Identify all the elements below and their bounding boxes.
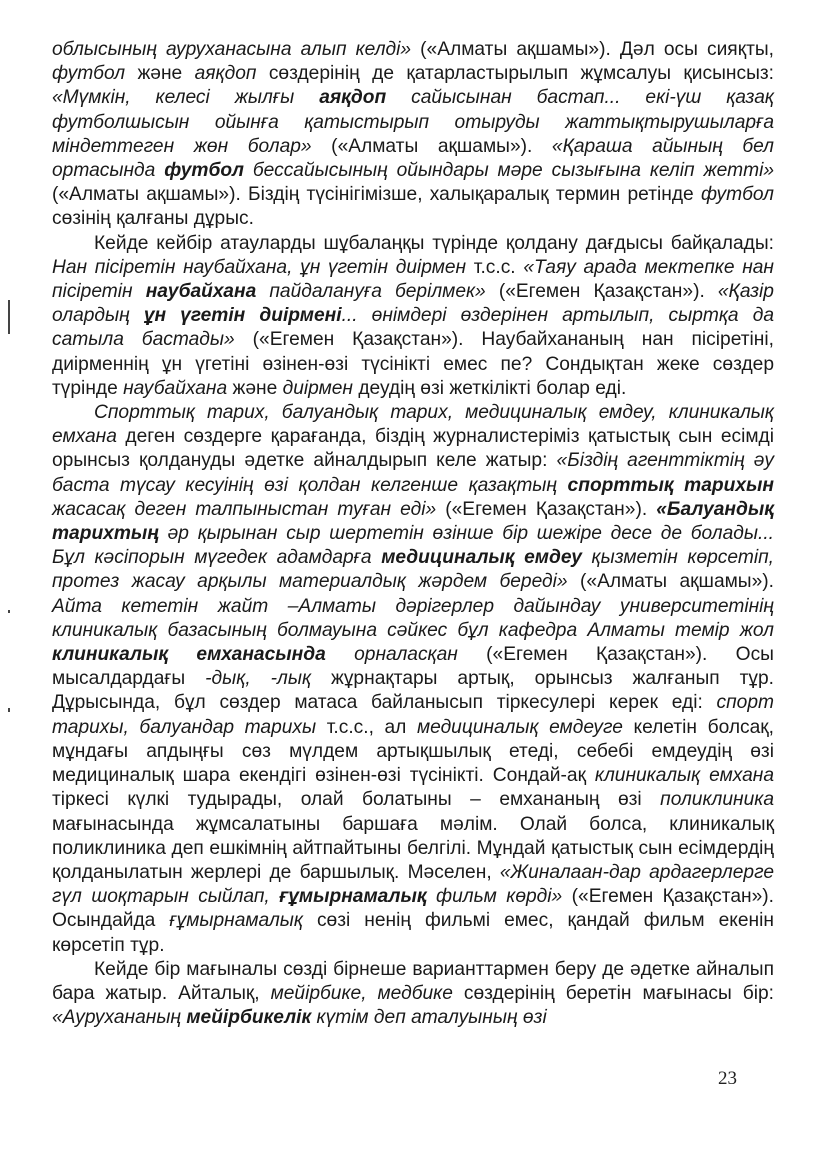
italic-quote: Нан пісіретін наубайхана, ұн үгетін диірмен (52, 256, 467, 278)
italic-quote: «Аурухананың (52, 1007, 187, 1029)
paragraph (52, 958, 774, 1031)
italic-quote: ... өнімдері өздерінен артылып, сыртқа да сатыла бастады» (52, 305, 774, 351)
text-run: сөзі ненің фильмі емес, қандай фильм екенін көрсетіп тұр. (52, 910, 774, 956)
text-run: сөздерінің беретін мағынасы бір: (452, 982, 774, 1004)
scan-margin-mark (8, 300, 10, 334)
emphasized-term: футбол (164, 160, 244, 182)
emphasized-term: наубайхана (145, 281, 257, 303)
italic-quote: диірмен (282, 377, 353, 399)
emphasized-term: клиникалық емханасында (52, 644, 326, 666)
italic-quote: спорт тарихы, балуандар тарихы (52, 692, 774, 738)
italic-quote: аяқдоп (194, 63, 257, 85)
italic-quote: орналасқан (325, 644, 458, 666)
text-run: («Егемен Қазақстан»). (436, 498, 657, 520)
emphasized-term: ғұмырнамалық (279, 886, 427, 908)
italic-quote: футбол (700, 184, 774, 206)
scan-margin-mark (8, 610, 10, 613)
italic-quote: «Жиналаан-дар ардагерлерге гүл шоқтарын сыйлап, (52, 861, 774, 908)
italic-quote: әр қырынан сыр шертетін өзінше бір шежіре десе де болады... Бұл кәсіпорын мүгедек адамдарға (52, 523, 774, 569)
emphasized-term: мейірбикелік (186, 1007, 312, 1029)
italic-quote: «Біздің агенттіктің әу баста түсау кесуінің өзі қолдан келгенше қазақтың (52, 450, 774, 496)
text-run: т.с.с., ал (316, 716, 417, 738)
italic-quote: мейірбике, медбике (270, 982, 453, 1004)
text-run: және (125, 63, 195, 85)
text-run: («Егемен Қазақстан»). (485, 281, 718, 303)
text-run: сөздерінің де қатарластырылып жұмсалуы қисынсыз: (256, 63, 775, 85)
emphasized-term: спорттық тарихын (567, 474, 774, 496)
text-run: («Егемен Қазақстан»). Осы мысалдардағы (52, 644, 774, 690)
italic-quote: жасасақ деген талпыныстан туған еді» (52, 498, 437, 520)
text-run: («Алматы ақшамы»). Дәл осы сияқты, (411, 39, 774, 60)
italic-quote: Айта кететін жайт –Алматы дәрігерлер дайындау университетінің клиникалық базасының болмауына сәйкес бұл кафедра Алматы темір жол (52, 595, 774, 641)
italic-quote: «Мүмкін, келесі жылғы (52, 87, 320, 109)
text-run: («Алматы ақшамы»). (311, 135, 552, 157)
italic-quote: наубайхана (123, 377, 228, 399)
text-run: Кейде кейбір атауларды шұбалаңқы түрінде қолдану дағдысы байқалады: (94, 232, 774, 254)
text-run: жұрнақтары артық, орынсыз жалғанып тұр. Дұрысында, бұл сөздер матаса байланысып тіркесулері керек еді: (52, 668, 774, 714)
italic-quote: ғұмырнамалық (169, 910, 303, 932)
italic-quote: бессайысының ойындары мәре сызығына келіп жетті» (244, 160, 774, 182)
italic-quote: Спорттық тарих, балуандық тарих, медициналық емдеу, клиникалық емхана (52, 402, 774, 448)
text-run: («Алматы ақшамы»). (567, 571, 774, 593)
italic-quote: «Қазір олардың (52, 281, 774, 327)
text-run: тіркесі күлкі тудырады, олай болатыны – емхананың өзі (52, 789, 661, 811)
text-run: деудің өзі жеткілікті болар еді. (352, 377, 627, 399)
text-run: («Алматы ақшамы»). Біздің түсінігімізше, халықаралық термин ретінде (52, 184, 701, 206)
italic-quote: облысының ауруханасына алып келді» (52, 39, 412, 60)
emphasized-term: аяқдоп (319, 87, 387, 109)
paragraph (52, 38, 774, 232)
scan-margin-mark (8, 708, 10, 712)
italic-quote: медициналық емдеуге (416, 716, 623, 738)
emphasized-term: медициналық емдеу (381, 547, 582, 569)
italic-quote: поликлиника (660, 789, 774, 811)
paragraph (52, 232, 774, 401)
text-run: деген сөздерге қарағанда, біздің журналистеріміз қатыстық сын есімді орынсыз қолдануды әдетке айналдырып келе жатыр: (52, 426, 774, 472)
italic-quote: -дық, -лық (205, 668, 312, 690)
italic-quote: сайысынан бастап... екі-үш қазақ футболшысын ойынға қатыстырып отыруды жаттықтырушыларға міндеттеген жөн болар» (52, 87, 774, 157)
italic-quote: клиникалық емхана (594, 765, 774, 787)
text-run: сөзінің қалғаны дұрыс. (52, 208, 254, 230)
emphasized-term: «Балуандық тарихтың (52, 498, 774, 545)
italic-quote: «Таяу арада мектепке нан пісіретін (52, 256, 774, 303)
italic-quote: күтім деп аталуының өзі (311, 1007, 547, 1029)
text-run: мағынасында жұмсалатыны баршаға мәлім. Олай болса, клиникалық поликлиника деп ешкімнің айтпайтыны белгілі. Мұндай қатыстық сын есімдердің қолданылатын жерлері де баршылық. Мәселен, (52, 813, 774, 883)
text-run: келетін болсақ, мұндағы апдыңғы сөз мүлдем артықшылық етеді, себебі емдеудің өзі медициналық шара екендігі өзінен-өзі түсінікті. Сондай-ақ (52, 716, 775, 787)
page-number: 23 (718, 1068, 737, 1089)
italic-quote: футбол (52, 63, 126, 85)
italic-quote: фильм көрді» (426, 886, 563, 908)
italic-quote: «Қараша айының бел ортасында (52, 135, 774, 182)
text-run: Кейде бір мағыналы сөзді бірнеше варианттармен беру де әдетке айналып бара жатыр. Айталық, (52, 958, 774, 1004)
page-body (52, 38, 774, 1030)
text-run: («Егемен Қазақстан»). Осындайда (52, 886, 774, 932)
text-run: («Егемен Қазақстан»). Наубайхананың нан пісіретіні, диірменнің ұн үгетіні өзінен-өзі түсінікті емес пе? Сондықтан жеке сөздер түрінде (52, 329, 774, 399)
italic-quote: қызметін көрсетіп, протез жасау арқылы материалдық жәрдем береді» (52, 547, 774, 593)
emphasized-term: ұн үгетін диірмені (143, 305, 342, 327)
text-run: т.с.с. (466, 256, 524, 278)
text-run: және (227, 377, 283, 399)
italic-quote: пайдалануға берілмек» (256, 281, 486, 303)
paragraph (52, 401, 774, 958)
